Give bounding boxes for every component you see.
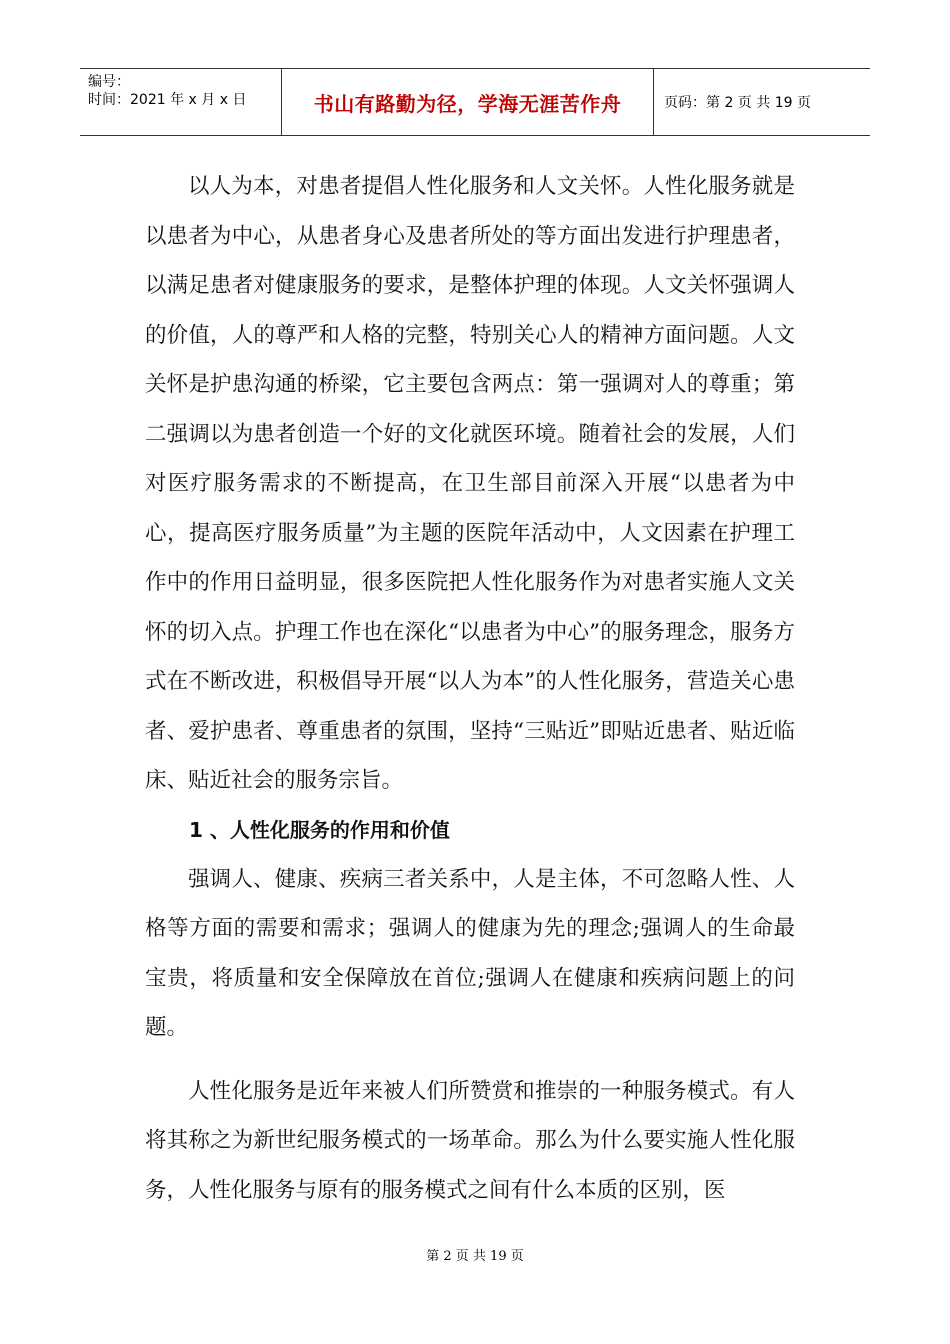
paragraph-intro: 以人为本，对患者提倡人性化服务和人文关怀。人性化服务就是以患者为中心，从患者身心及患者所处的等方面出发进行护理患者，以满足患者对健康服务的要求，是整体护理的体现。人文关怀强调人的价值，人的尊严和人格的完整，特别关心人的精神方面问题。人文关怀是护患沟通的桥梁，它主要包含两点：第一强调对人的尊重；第二强调以为患者创造一个好的文化就医环境。随着社会的发展，人们对医疗服务需求的不断提高，在卫生部目前深入开展“以患者为中心，提高医疗服务质量”为主题的医院年活动中，人文因素在护理工作中的作用日益明显，很多医院把人性化服务作为对患者实施人文关怀的切入点。护理工作也在深化“以患者为中心”的服务理念，服务方式在不断改进，积极倡导开展“以人为本”的人性化服务，营造关心患者、爱护患者、尊重患者的氛围，坚持“三贴近”即贴近患者、贴近临床、贴近社会的服务宗旨。 — [145, 174, 795, 793]
header-meta-cell — [80, 69, 282, 135]
header-motto: 书山有路勤为径，学海无涯苦作舟 — [282, 69, 654, 135]
section-heading: 1 、人性化服务的作用和价值 — [189, 817, 450, 842]
document-body — [145, 162, 795, 1215]
header-page-info: 页码：第 2 页 共 19 页 — [664, 95, 811, 111]
document-date: 时间：2021 年 x 月 x 日 — [88, 92, 247, 108]
paragraph-service-model: 人性化服务是近年来被人们所赞赏和推崇的一种服务模式。有人将其称之为新世纪服务模式的一场革命。那么为什么要实施人性化服务，人性化服务与原有的服务模式之间有什么本质的区别，医 — [145, 1078, 795, 1203]
header-table — [80, 68, 870, 136]
paragraph-role-value: 强调人、健康、疾病三者关系中，人是主体，不可忽略人性、人格等方面的需要和需求；强调人的健康为先的理念;强调人的生命最宝贵，将质量和安全保障放在首位;强调人在健康和疾病问题上的问题。 — [145, 866, 795, 1040]
document-number-label: 编号： — [88, 74, 130, 90]
page-footer: 第 2 页 共 19 页 — [426, 1249, 524, 1264]
